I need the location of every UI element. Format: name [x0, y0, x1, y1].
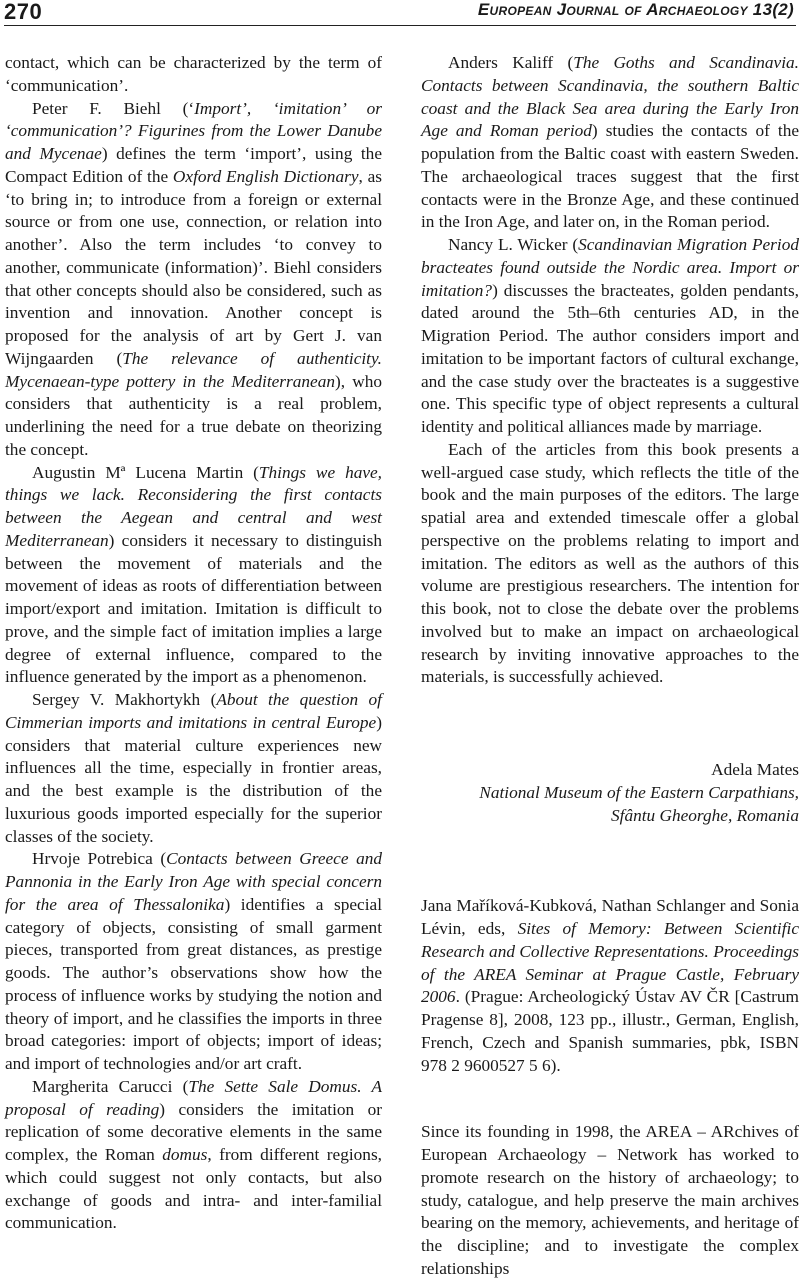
text-run: ), who considers that authenticity is a real problem, underlining the need for a true debate on theorizing the concept.: [5, 371, 382, 459]
text-run: ) considers that material culture experiences new influences all the time, especially in frontier areas, and the best example is the distribution of the luxurious goods imported especially for the superior classes of the society.: [5, 712, 382, 846]
italic-text: The Goths and Scandinavia. Contacts between Scandinavia, the southern Baltic coast and the Black Sea area during the Early Iron Age and Roman period: [421, 53, 799, 141]
book-citation: [421, 895, 799, 1077]
paragraph: [5, 689, 382, 848]
italic-text: Oxford English Dictionary: [172, 166, 359, 186]
paragraph: [421, 439, 799, 689]
italic-text: Contacts between Greece and Pannonia in the Early Iron Age with special concern for the area of Thessalonika: [5, 849, 382, 914]
text-run: Jana Maříková-Kubková, Nathan Schlanger and Sonia Lévin, eds,: [421, 896, 799, 938]
left-column-body: [5, 52, 382, 1235]
right-column: [421, 52, 799, 1281]
text-run: Peter F. Biehl (‘: [32, 98, 195, 118]
text-run: , as ‘to bring in; to introduce from a foreign or external source or from one use, connection, or relation into another’. Also the term includes ‘to convey to another, communicate (information)’. Biehl considers that other concepts should also be considered, such as invention and innovation. Another concept is proposed for the analysis of art by Gert J. van Wijngaarden (: [5, 166, 383, 368]
text-run: ) defines the term ‘import’, using the Compact Edition of the: [5, 144, 382, 186]
italic-text: Things we have, things we lack. Reconsidering the first contacts between the Aegean and central and west Mediterranean: [5, 462, 383, 550]
paragraph: [5, 98, 382, 462]
running-header: [4, 0, 796, 26]
text-run: Hrvoje Potrebica (: [32, 849, 167, 869]
paragraph: [5, 462, 382, 690]
text-run: Nancy L. Wicker (: [448, 235, 579, 254]
italic-text: Import’, ‘imitation’ or ‘communication’? Figurines from the Lower Danube and Mycenae: [5, 98, 382, 163]
text-run: Margherita Carucci (: [32, 1076, 189, 1096]
paragraph: [421, 52, 799, 234]
text-run: Anders Kaliff (: [448, 53, 574, 72]
text-run: contact, which can be characterized by the term of ‘communication’.: [5, 53, 382, 95]
page-number: 270: [4, 0, 43, 24]
paragraph: [5, 1076, 382, 1235]
left-column: [5, 52, 382, 1235]
text-run: Augustin Mª Lucena Martin (: [32, 462, 259, 482]
paragraph: [421, 895, 799, 1077]
spacer: [421, 1077, 799, 1121]
text-run: . (Prague: Archeologický Ústav AV ČR [Castrum Pragense 8], 2008, 123 pp., illustr., German, English, French, Czech and Spanish summaries, pbk, ISBN 978 2 9600527 5 6).: [421, 987, 799, 1075]
text-run: Since its founding in 1998, the AREA – ARchives of European Archaeology – Network has worked to promote research on the history of archaeology; to study, catalogue, and help preserve the main archives bearing on the memory, achievements, and heritage of the discipline; and to investigate the complex relationships: [421, 1122, 799, 1278]
text-run: ) discusses the bracteates, golden pendants, dated around the 5th–6th centuries AD, in the Migration Period. The author considers import and imitation to be important factors of cultural exchange, and the case study over the bracteates is a suggestive one. This specific type of object represents a cultural identity and political alliances made by marriage.: [421, 280, 799, 436]
italic-text: The Sette Sale Domus. A proposal of reading: [5, 1076, 382, 1119]
italic-text: Scandinavian Migration Period bracteates found outside the Nordic area. Import or imitation?: [421, 235, 799, 300]
header-rule: [4, 25, 796, 26]
text-run: ) considers the imitation or replication of some decorative elements in the same complex, the Roman: [5, 1099, 383, 1164]
italic-text: Sites of Memory: Between Scientific Research and Collective Representations. Proceedings of the AREA Seminar at Prague Castle, February 2006: [421, 919, 799, 1007]
text-run: Each of the articles from this book presents a well-argued case study, which reflects the title of the book and the main purposes of the editors. The large spatial area and extended timescale offer a global perspective on the problems relating to import and imitation. The editors as well as the authors of this volume are prestigious researchers. The intention for this book, not to close the debate over the problems involved but to make an impact on archaeological research by inviting innovative approaches to the materials, is successfully achieved.: [421, 439, 799, 687]
review-body-start: [421, 1121, 799, 1280]
journal-title: European Journal of Archaeology 13(2): [477, 0, 794, 19]
review-signature: [421, 759, 799, 827]
spacer: [421, 689, 799, 759]
italic-text: domus: [162, 1145, 208, 1164]
text-run: ) identifies a special category of objects, consisting of small garment pieces, transported from great distances, as prestige goods. The author’s observations show how the process of influence works by studying the notion and theory of import, and he classifies the imports in three broad categories: import of objects; import of ideas; and import of technologies and/or art craft.: [5, 894, 382, 1073]
reviewer-name: Adela Mates: [711, 760, 799, 779]
reviewer-location: Sfântu Gheorghe, Romania: [611, 805, 799, 825]
spacer: [421, 827, 799, 895]
italic-text: About the question of Cimmerian imports and imitations in central Europe: [5, 690, 382, 732]
reviewer-affiliation: National Museum of the Eastern Carpathians,: [479, 782, 799, 802]
paragraph: [421, 234, 799, 439]
text-run: ) studies the contacts of the population from the Baltic coast with eastern Sweden. The archaeological traces suggest that the first contacts were in the Bronze Age, and these continued in the Iron Age, and later on, in the Roman period.: [421, 121, 799, 232]
italic-text: The relevance of authenticity. Mycenaean-type pottery in the Mediterranean: [5, 348, 383, 391]
text-run: Sergey V. Makhortykh (: [32, 690, 217, 709]
paragraph: [5, 848, 382, 1076]
text-run: , from different regions, which could suggest not only contacts, but also exchange of goods and intra- and inter-familial communication.: [5, 1145, 382, 1233]
paragraph: [5, 52, 382, 98]
text-run: ) considers it necessary to distinguish between the movement of materials and the movement of ideas as roots of differentiation between import/export and imitation. Imitation is difficult to prove, and the simple fact of imitation implies a large degree of external influence, compared to the influence generated by the import as a phenomenon.: [5, 530, 382, 687]
right-column-body: [421, 52, 799, 689]
paragraph: [421, 1121, 799, 1280]
